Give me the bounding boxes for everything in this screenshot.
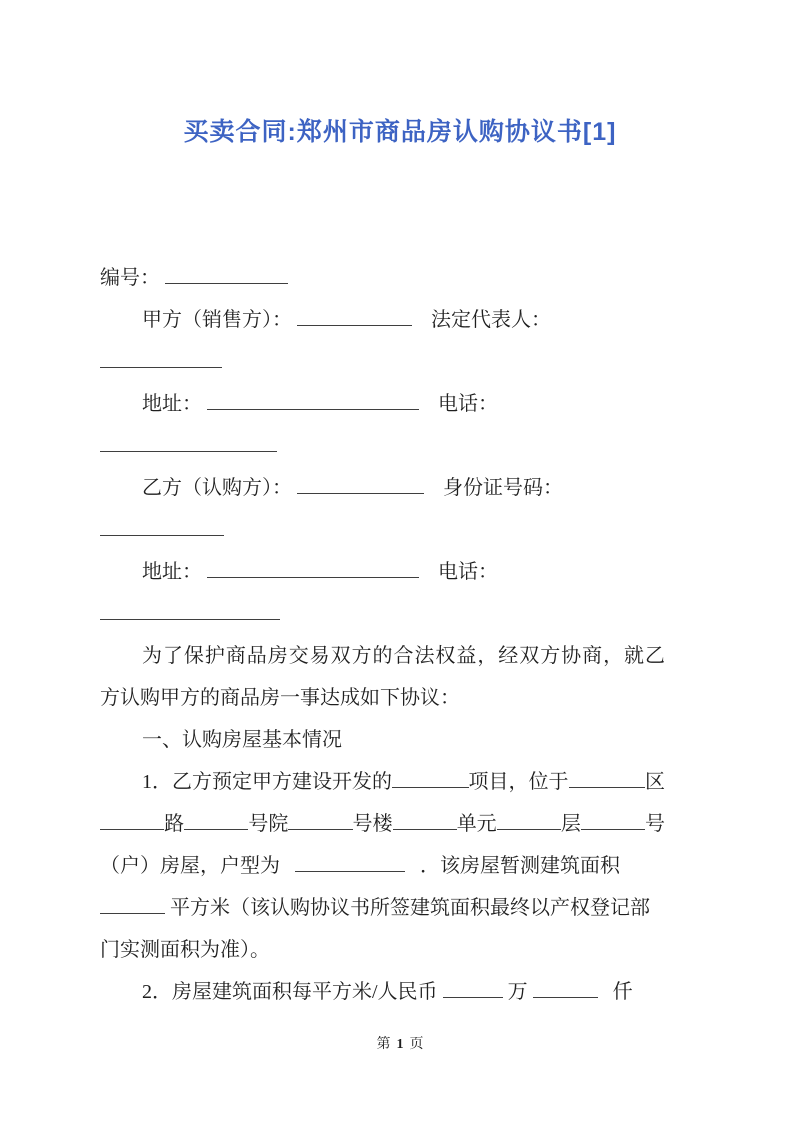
- phone-b-label: 电话：: [438, 561, 498, 583]
- yard-blank: [184, 829, 248, 830]
- clause-1-text: 区: [645, 771, 665, 793]
- clause-2-text: 2．房屋建筑面积每平方米/人民币: [142, 981, 438, 1003]
- address-a-row: [100, 383, 665, 425]
- house-type-blank: [295, 871, 405, 872]
- building-blank: [288, 829, 352, 830]
- legal-rep-label: 法定代表人：: [431, 309, 551, 331]
- unit-blank: [393, 829, 457, 830]
- floor-blank: [497, 829, 561, 830]
- room-label: 号: [645, 813, 666, 835]
- address-a-label: 地址：: [142, 393, 202, 415]
- project-name-blank: [392, 787, 469, 788]
- continuation-blank: [100, 367, 222, 368]
- page-footer: [0, 1036, 800, 1054]
- address-a-continuation-row: [100, 425, 665, 467]
- unit-label: 单元: [456, 813, 497, 835]
- continuation-blank: [100, 619, 280, 620]
- id-number-label: 身份证号码：: [443, 477, 563, 499]
- footer-page-number: 1: [396, 1037, 404, 1052]
- serial-number-blank: [165, 283, 288, 284]
- floor-label: 层: [560, 813, 581, 835]
- page-title: 买卖合同:郑州市商品房认购协议书[1]: [183, 118, 617, 146]
- road-label: 路: [164, 813, 185, 835]
- clause-1-text: 项目，位于: [468, 771, 569, 793]
- document-body: [100, 257, 665, 1013]
- phone-a-label: 电话：: [438, 393, 498, 415]
- party-b-row: [100, 467, 665, 509]
- party-a-continuation-row: [100, 341, 665, 383]
- area-blank: [100, 913, 165, 914]
- clause-1-line-4: [100, 887, 665, 929]
- road-blank: [100, 829, 164, 830]
- party-b-label: 乙方（认购方）：: [142, 477, 292, 499]
- clause-1-line-2: [100, 803, 665, 845]
- clause-1-line-3: [100, 845, 665, 887]
- intro-line-1: 为了保护商品房交易双方的合法权益，经双方协商，就乙: [142, 645, 665, 667]
- price-qian-blank: [533, 997, 598, 998]
- address-b-blank: [207, 577, 419, 578]
- section-1-heading: 一、认购房屋基本情况: [142, 729, 342, 751]
- yard-label: 号院: [248, 813, 289, 835]
- clause-1-text: 1．乙方预定甲方建设开发的: [142, 771, 392, 793]
- party-a-blank: [297, 325, 412, 326]
- clause-1-text: 平方米（该认购协议书所签建筑面积最终以产权登记部: [170, 897, 650, 919]
- wan-label: 万: [507, 981, 528, 1003]
- address-b-label: 地址：: [142, 561, 202, 583]
- footer-prefix: 第: [376, 1037, 391, 1052]
- intro-line-2: 方认购甲方的商品房一事达成如下协议：: [100, 687, 460, 709]
- clause-2-line-1: [100, 971, 665, 1013]
- qian-label: 仟: [612, 981, 633, 1003]
- serial-number-row: [100, 257, 665, 299]
- price-wan-blank: [443, 997, 503, 998]
- clause-1-line-5: 门实测面积为准）。: [100, 939, 270, 961]
- clause-1-text: ．该房屋暂测建筑面积: [420, 855, 620, 877]
- address-a-blank: [207, 409, 419, 410]
- footer-suffix: 页: [409, 1037, 424, 1052]
- continuation-blank: [100, 451, 277, 452]
- party-a-row: [100, 299, 665, 341]
- clause-1-line-1: [100, 761, 665, 803]
- party-b-blank: [297, 493, 424, 494]
- party-b-continuation-row: [100, 509, 665, 551]
- clause-1-text: （户）房屋，户型为: [100, 855, 280, 877]
- address-b-continuation-row: [100, 593, 665, 635]
- address-b-row: [100, 551, 665, 593]
- continuation-blank: [100, 535, 224, 536]
- serial-number-label: 编号：: [100, 267, 160, 289]
- room-blank: [581, 829, 645, 830]
- party-a-label: 甲方（销售方）：: [142, 309, 292, 331]
- building-label: 号楼: [352, 813, 393, 835]
- district-blank: [569, 787, 646, 788]
